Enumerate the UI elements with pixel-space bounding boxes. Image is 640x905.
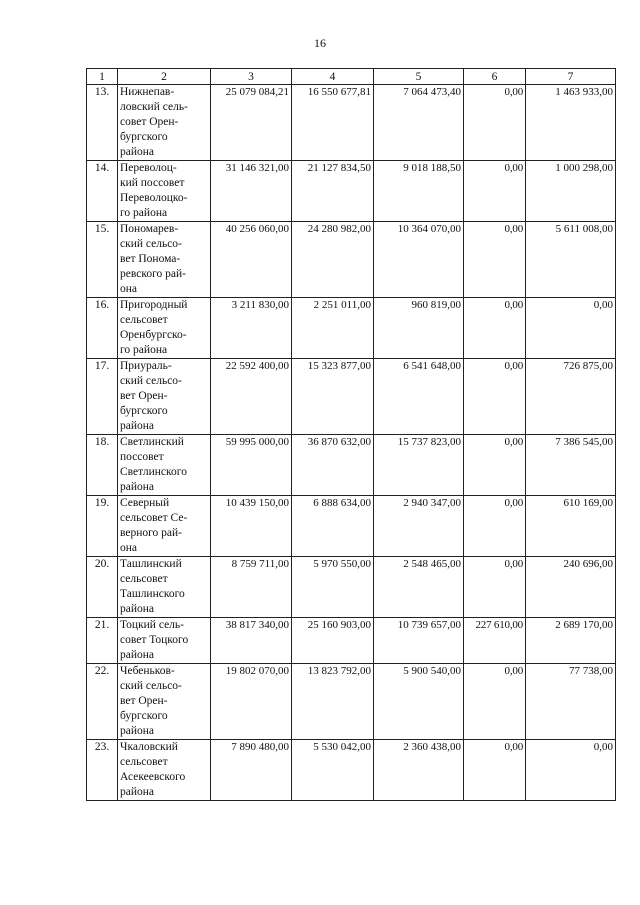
row-number-cell: 13. <box>87 85 118 161</box>
row-number-cell: 15. <box>87 222 118 298</box>
column-5-value-cell: 7 064 473,40 <box>374 85 464 161</box>
column-5-value-cell: 15 737 823,00 <box>374 435 464 496</box>
page-number: 16 <box>314 36 326 50</box>
municipality-name-cell: Переволоц- кий поссовет Переволоцко- го района <box>118 161 211 222</box>
column-3-value-cell: 25 079 084,21 <box>211 85 292 161</box>
municipality-name-cell: Ташлинский сельсовет Ташлинского района <box>118 557 211 618</box>
column-6-value-cell: 0,00 <box>464 496 526 557</box>
column-3-value-cell: 3 211 830,00 <box>211 298 292 359</box>
column-4-value-cell: 16 550 677,81 <box>292 85 374 161</box>
column-4-value-cell: 25 160 903,00 <box>292 618 374 664</box>
header-cell: 1 <box>87 69 118 85</box>
column-4-value-cell: 21 127 834,50 <box>292 161 374 222</box>
table-row <box>87 740 616 801</box>
column-5-value-cell: 5 900 540,00 <box>374 664 464 740</box>
column-7-value-cell: 240 696,00 <box>526 557 616 618</box>
municipality-name-cell: Приураль- ский сельсо- вет Орен- бургского района <box>118 359 211 435</box>
column-7-value-cell: 77 738,00 <box>526 664 616 740</box>
municipality-name-cell: Чкаловский сельсовет Асекеевского района <box>118 740 211 801</box>
header-cell: 4 <box>292 69 374 85</box>
column-5-value-cell: 2 548 465,00 <box>374 557 464 618</box>
table-row <box>87 557 616 618</box>
row-number-cell: 20. <box>87 557 118 618</box>
row-number-cell: 19. <box>87 496 118 557</box>
column-7-value-cell: 1 463 933,00 <box>526 85 616 161</box>
column-6-value-cell: 227 610,00 <box>464 618 526 664</box>
table-row <box>87 161 616 222</box>
table-row <box>87 85 616 161</box>
column-4-value-cell: 5 530 042,00 <box>292 740 374 801</box>
column-3-value-cell: 10 439 150,00 <box>211 496 292 557</box>
column-7-value-cell: 726 875,00 <box>526 359 616 435</box>
table-row <box>87 618 616 664</box>
column-5-value-cell: 10 364 070,00 <box>374 222 464 298</box>
column-6-value-cell: 0,00 <box>464 664 526 740</box>
column-4-value-cell: 2 251 011,00 <box>292 298 374 359</box>
column-5-value-cell: 2 940 347,00 <box>374 496 464 557</box>
row-number-cell: 17. <box>87 359 118 435</box>
column-6-value-cell: 0,00 <box>464 85 526 161</box>
column-7-value-cell: 0,00 <box>526 740 616 801</box>
column-4-value-cell: 13 823 792,00 <box>292 664 374 740</box>
column-6-value-cell: 0,00 <box>464 359 526 435</box>
header-cell: 2 <box>118 69 211 85</box>
column-3-value-cell: 19 802 070,00 <box>211 664 292 740</box>
column-5-value-cell: 10 739 657,00 <box>374 618 464 664</box>
column-4-value-cell: 36 870 632,00 <box>292 435 374 496</box>
row-number-cell: 23. <box>87 740 118 801</box>
column-5-value-cell: 960 819,00 <box>374 298 464 359</box>
column-3-value-cell: 22 592 400,00 <box>211 359 292 435</box>
municipality-name-cell: Нижнепав- ловский сель- совет Орен- бургского района <box>118 85 211 161</box>
municipality-name-cell: Светлинский поссовет Светлинского района <box>118 435 211 496</box>
column-7-value-cell: 5 611 008,00 <box>526 222 616 298</box>
table-row <box>87 496 616 557</box>
column-6-value-cell: 0,00 <box>464 557 526 618</box>
column-7-value-cell: 1 000 298,00 <box>526 161 616 222</box>
header-cell: 3 <box>211 69 292 85</box>
column-7-value-cell: 2 689 170,00 <box>526 618 616 664</box>
row-number-cell: 22. <box>87 664 118 740</box>
table-row <box>87 435 616 496</box>
column-6-value-cell: 0,00 <box>464 222 526 298</box>
row-number-cell: 16. <box>87 298 118 359</box>
column-5-value-cell: 2 360 438,00 <box>374 740 464 801</box>
column-4-value-cell: 24 280 982,00 <box>292 222 374 298</box>
header-cell: 6 <box>464 69 526 85</box>
table-body <box>87 85 616 801</box>
table-row <box>87 359 616 435</box>
municipality-name-cell: Тоцкий сель- совет Тоцкого района <box>118 618 211 664</box>
column-4-value-cell: 15 323 877,00 <box>292 359 374 435</box>
table-row <box>87 664 616 740</box>
table-header-row <box>87 69 616 85</box>
column-7-value-cell: 0,00 <box>526 298 616 359</box>
header-cell: 7 <box>526 69 616 85</box>
municipality-name-cell: Пономарев- ский сельсо- вет Понома- ревского рай- она <box>118 222 211 298</box>
municipality-name-cell: Северный сельсовет Се- верного рай- она <box>118 496 211 557</box>
table-row <box>87 222 616 298</box>
column-6-value-cell: 0,00 <box>464 161 526 222</box>
column-3-value-cell: 7 890 480,00 <box>211 740 292 801</box>
column-3-value-cell: 8 759 711,00 <box>211 557 292 618</box>
column-4-value-cell: 5 970 550,00 <box>292 557 374 618</box>
budget-table <box>86 68 616 801</box>
column-4-value-cell: 6 888 634,00 <box>292 496 374 557</box>
header-cell: 5 <box>374 69 464 85</box>
column-6-value-cell: 0,00 <box>464 298 526 359</box>
column-3-value-cell: 31 146 321,00 <box>211 161 292 222</box>
column-6-value-cell: 0,00 <box>464 740 526 801</box>
column-5-value-cell: 6 541 648,00 <box>374 359 464 435</box>
table-row <box>87 298 616 359</box>
column-5-value-cell: 9 018 188,50 <box>374 161 464 222</box>
row-number-cell: 21. <box>87 618 118 664</box>
row-number-cell: 18. <box>87 435 118 496</box>
municipality-name-cell: Чебеньков- ский сельсо- вет Орен- бургского района <box>118 664 211 740</box>
row-number-cell: 14. <box>87 161 118 222</box>
column-6-value-cell: 0,00 <box>464 435 526 496</box>
column-7-value-cell: 610 169,00 <box>526 496 616 557</box>
column-3-value-cell: 40 256 060,00 <box>211 222 292 298</box>
column-7-value-cell: 7 386 545,00 <box>526 435 616 496</box>
column-3-value-cell: 38 817 340,00 <box>211 618 292 664</box>
municipality-name-cell: Пригородный сельсовет Оренбургско- го района <box>118 298 211 359</box>
column-3-value-cell: 59 995 000,00 <box>211 435 292 496</box>
